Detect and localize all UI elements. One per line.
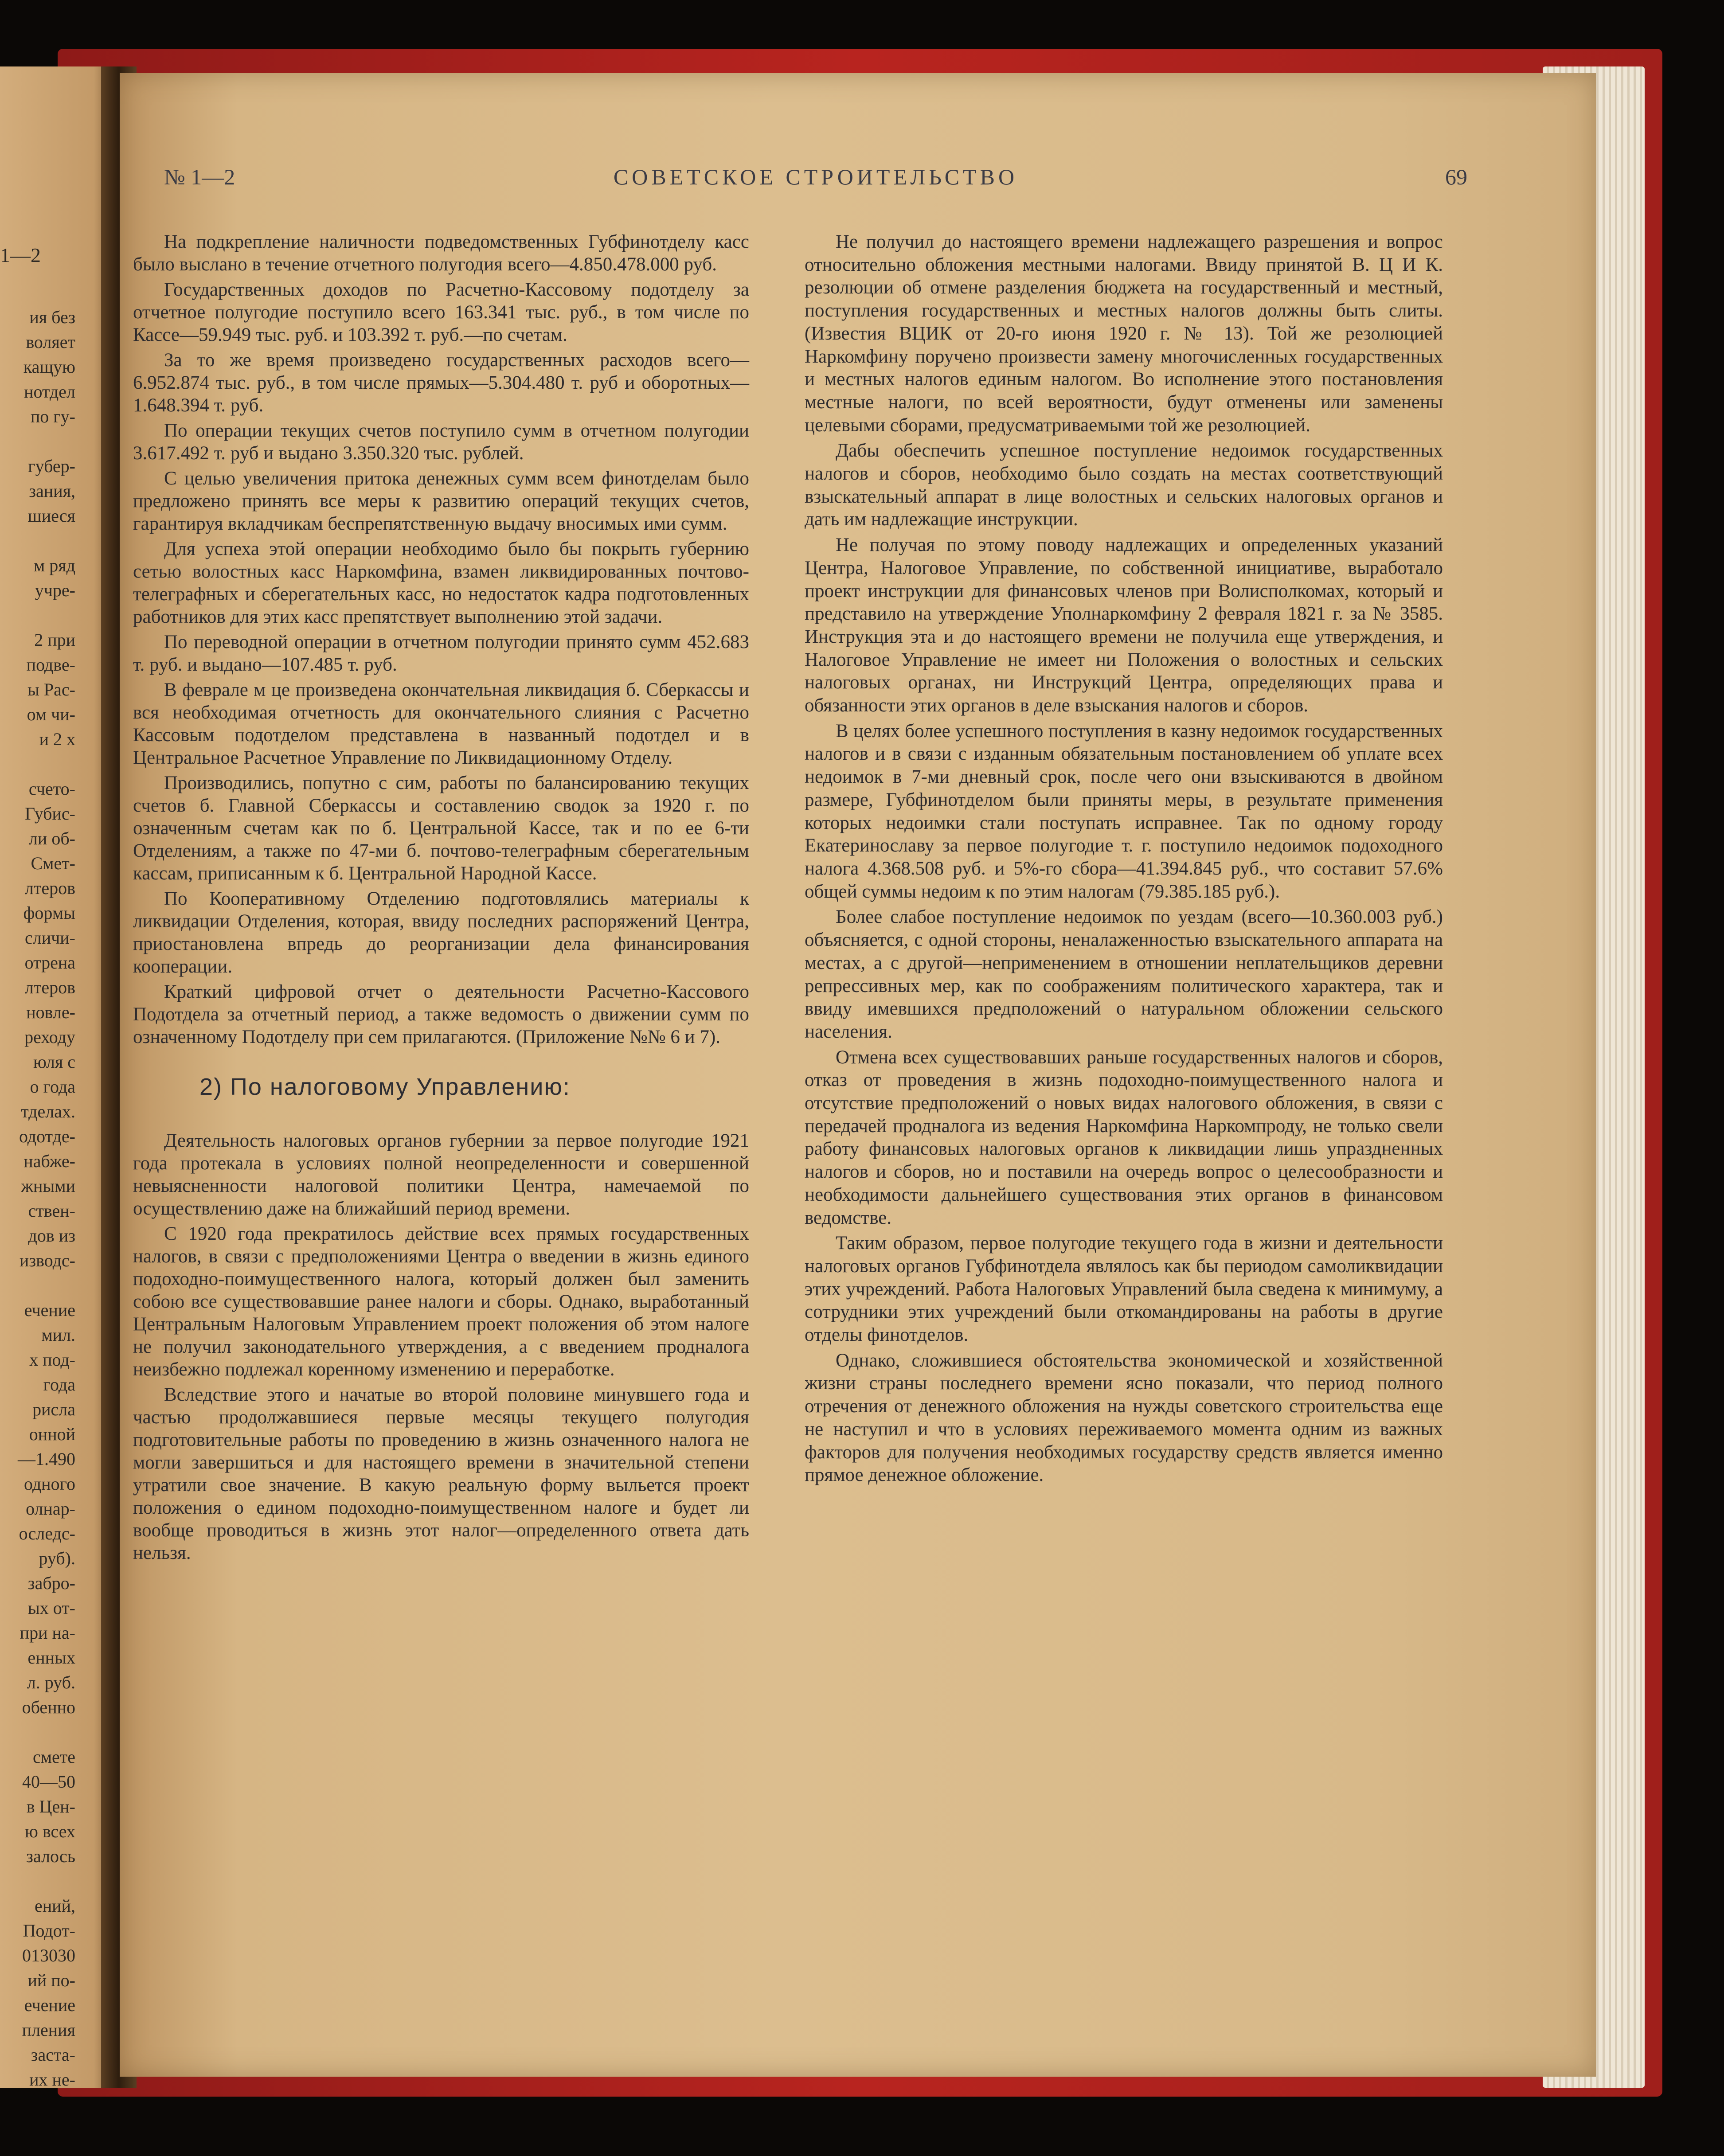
left-page-line: л. руб.	[27, 1672, 75, 1692]
left-page-line: енных	[27, 1648, 75, 1668]
left-page-line: реходу	[24, 1027, 75, 1047]
paragraph: Для успеха этой операции необходимо было бы покрыть губернию сетью волостных касс Наркомфина, взамен ликвидированных почтово-телеграфных и сберегательных касс, но недостаток кадра подготовленных работников для этих касс препятствует выполнению этой задачи.	[133, 539, 749, 627]
paragraph: С целью увеличения притока денежных сумм всем финотделам было предложено принять все меры к развитию операций текущих счетов, гарантируя вкладчикам беспрепятственную выдачу вносимых ими сумм.	[133, 468, 749, 534]
paragraph: Отмена всех существовавших раньше государственных налогов и сборов, отказ от проведения в жизнь подоходно-поимущественного налога и отсутствие предположений о новых видах налогового обложения, в связи с передачей продналога из ведения Наркомфина Наркомпроду, не только свели работу финансовых налоговых органов к ликвидации лишь упраздненных налогов и сборов, но и поставили на очередь вопрос о целесообразности и необходимости дальнейшего существования этих органов в финансовом ведомстве.	[805, 1047, 1443, 1228]
left-page-line	[0, 1721, 75, 1746]
left-column	[133, 230, 749, 1567]
left-page-line: Смет-	[31, 853, 75, 873]
left-page-line: их не-	[29, 2070, 75, 2088]
paragraph: Государственных доходов по Расчетно-Кассовому подотделу за отчетное полугодие поступило всего 163.341 тыс. руб., в том числе по Кассе—59.949 тыс. руб. и 103.392 т. руб.—по счетам.	[133, 279, 749, 345]
left-page-line: новле-	[26, 1002, 75, 1022]
left-page-line: Подот-	[23, 1921, 75, 1941]
left-page-line: рисла	[32, 1399, 75, 1419]
left-page-line: пления	[22, 2020, 75, 2040]
left-page-line: сличи-	[25, 928, 75, 948]
paragraph: Более слабое поступление недоимок по уездам (всего—10.360.003 руб.) объясняется, с одной стороны, неналаженностью взыскательного аппарата на местах, а с другой—неприменением в отношении неплательщиков деревни репрессивных мер, как по соображениям политического характера, так и ввиду имевшихся предположений о натуральном обложении сельского населения.	[805, 906, 1443, 1042]
left-page-line: забро-	[27, 1573, 75, 1593]
paragraph: Вследствие этого и начатые во второй половине минувшего года и частью продолжавшиеся первые месяцы текущего полугодия подготовительные работы по проведению в жизнь означенного налога не могли завершиться и для настоящего времени в значительной степени утратили свое значение. В какую реальную форму выльется проект положения о едином подоходно-поимущественном налоге и будет ли вообще проводиться в жизнь этот налог—определенного ответа дать нельзя.	[133, 1384, 749, 1563]
left-page-line	[0, 604, 75, 629]
paragraph: На подкрепление наличности подведомственных Губфинотделу касс было выслано в течение отчетного полугодия всего—4.850.478.000 руб.	[133, 231, 749, 275]
left-page-line: жными	[21, 1176, 75, 1196]
left-page-line: кащую	[23, 357, 75, 377]
running-header	[164, 164, 1467, 195]
left-page-line: зания,	[29, 481, 75, 501]
left-page-line: Губис-	[25, 804, 75, 824]
paragraph: Однако, сложившиеся обстоятельства экономической и хозяйственной жизни страны последнего времени ясно показали, что период полного отречения от денежного обложения на нужды советского строительства еще не наступил и что в условиях переживаемого момента одним из важных факторов для получения необходимых государству средств является именно прямое денежное обложение.	[805, 1350, 1443, 1486]
left-page-line: ия без	[29, 307, 75, 327]
paragraph: С 1920 года прекратилось действие всех прямых государственных налогов, в связи с предположениями Центра о введении в жизнь единого подоходно-поимущественного налога, который должен был заменить собою все существовавшие ранее налоги и сборы. Однако, выработанный Центральным Налоговым Управлением проект положения об этом налоге не получил законодательного утверждения, а с введением продналога неизбежно подлежал коренному изменению и переработке.	[133, 1223, 749, 1380]
paragraph: Краткий цифровой отчет о деятельности Расчетно-Кассового Подотдела за отчетный период, а также ведомость о движении сумм по означенному Подотделу при сем прилагаются. (Приложение №№ 6 и 7).	[133, 981, 749, 1047]
issue-number: № 1—2	[164, 164, 235, 189]
left-page-line: и 2 х	[39, 729, 75, 749]
paragraph: За то же время произведено государственных расходов всего—6.952.874 тыс. руб., в том числе прямых—5.304.480 т. руб и оборотных—1.648.394 т. руб.	[133, 350, 749, 416]
paragraph: Производились, попутно с сим, работы по балансированию текущих счетов б. Главной Сберкассы и составлению сводок за 1920 г. по означенным счетам как по б. Центральной Кассе, так и по ее 6-ти Отделениям, а также по 47-ми б. почтово-телеграфным сберегательным кассам, приписанным к б. Центральной Народной Кассе.	[133, 773, 749, 884]
left-page-line: отрена	[24, 953, 75, 973]
left-page-line: заста-	[31, 2045, 75, 2065]
left-page-line: подве-	[26, 655, 75, 675]
left-page-line: по гу-	[30, 406, 75, 426]
left-page-line: обенно	[22, 1697, 75, 1717]
left-page-line: воляет	[26, 332, 75, 352]
left-page-line: ом чи-	[27, 704, 75, 724]
left-page-line: ствен-	[28, 1201, 75, 1221]
left-page-line	[0, 430, 75, 455]
left-page-line: онной	[29, 1424, 75, 1444]
left-page-line: лтеров	[24, 977, 75, 997]
left-page-line: при на-	[20, 1623, 75, 1643]
left-page-line	[0, 753, 75, 777]
right-column	[805, 230, 1443, 1489]
left-page-line: набже-	[23, 1151, 75, 1171]
left-page-line: мил.	[41, 1325, 75, 1345]
page-number: 69	[1445, 164, 1467, 189]
left-page-line: тделах.	[21, 1101, 75, 1121]
left-page-line: нотдел	[24, 382, 75, 402]
left-page-line: оследс-	[19, 1523, 75, 1543]
left-page-line: ений,	[35, 1896, 75, 1916]
left-page-line: в Цен-	[26, 1797, 75, 1816]
paragraph: В целях более успешного поступления в казну недоимок государственных налогов и в связи с изданным обязательным постановлением об уплате всех недоимок в 7-ми дневный срок, после чего они взыскиваются в двойном размере, Губфинотделом были приняты меры, в результате применения которых недоимки стали поступать исправнее. Так по одному городу Екатеринославу за первое полугодие т. г. поступило недоимок подоходного налога 4.368.508 руб. и 5%-го сбора—41.394.845 руб., что составит 57.6% общей суммы недоим к по этим налогам (79.385.185 руб.).	[805, 720, 1443, 902]
left-page-line: руб).	[39, 1548, 75, 1568]
left-page-line: ых от-	[27, 1598, 75, 1618]
paragraph: Не получая по этому поводу надлежащих и определенных указаний Центра, Налоговое Управление, по собственной инициативе, выработало проект инструкции для финансовых членов при Волисполкомах, который и представило на утверждение Уполнаркомфину 2 февраля 1821 г. за № 3585. Инструкция эта и до настоящего времени не получила еще утверждения, и Налоговое Управление не имеет ни Положения о волостных и сельских налоговых органах, ни Инструкций Центра, определяющих права и обязанности этих органов в деле взыскания налогов и сборов.	[805, 535, 1443, 716]
left-page-line: 40—50	[22, 1772, 75, 1792]
paragraph: Таким образом, первое полугодие текущего года в жизни и деятельности налоговых органов Губфинотдела являлось как бы периодом самоликвидации этих учреждений. Работа Налоговых Управлений была сведена к минимуму, а сотрудники этих учреждений были откомандированы на работы в другие отделы финотделов.	[805, 1233, 1443, 1346]
left-page-line: 013030	[22, 1945, 75, 1965]
paragraph: В феврале м це произведена окончательная ликвидация б. Сберкассы и вся необходимая отчетность для окончательного слияния с Расчетно Кассовым подотделом представлена в названный подотдел и в Центральное Расчетное Управление по Ликвидационному Отделу.	[133, 680, 749, 768]
left-page-line: ю всех	[24, 1821, 75, 1841]
paragraph: По Кооперативному Отделению подготовлялись материалы к ликвидации Отделения, которая, ввиду последних распоряжений Центра, приостановлена впредь до реорганизации дела финансирования кооперации.	[133, 888, 749, 977]
left-page-line: смете	[32, 1747, 75, 1767]
left-page-line: формы	[23, 903, 75, 923]
left-page-line: ли об-	[28, 828, 75, 848]
left-page-line: счето-	[28, 779, 75, 799]
left-page-line: года	[43, 1375, 75, 1394]
left-page-line	[0, 1870, 75, 1894]
left-page-line	[0, 529, 75, 554]
left-page-line: ечение	[24, 1300, 75, 1320]
left-page-line: —1.490	[18, 1449, 75, 1469]
left-page-lines	[0, 306, 75, 2088]
paragraph: По переводной операции в отчетном полугодии принято сумм 452.683 т. руб. и выдано—107.485 т. руб.	[133, 632, 749, 675]
left-page-line: изводс-	[19, 1250, 75, 1270]
left-page-line: х под-	[29, 1350, 75, 1370]
paragraph: Дабы обеспечить успешное поступление недоимок государственных налогов и сборов, необходимо было создать на местах соответствующий взыскательный аппарат в лице волостных и сельских налоговых органов и дать им надлежащие инструкции.	[805, 440, 1443, 530]
left-page-line: 2 при	[34, 630, 75, 650]
left-page-line: шиеся	[27, 506, 75, 526]
left-page	[0, 66, 117, 2088]
left-page-line: одотде-	[19, 1126, 75, 1146]
journal-title: СОВЕТСКОЕ СТРОИТЕЛЬСТВО	[613, 164, 1018, 189]
paragraph: По операции текущих счетов поступило сумм в отчетном полугодии 3.617.492 т. руб и выдано 3.350.320 тыс. рублей.	[133, 420, 749, 464]
left-page-line: ечение	[24, 1995, 75, 2015]
paragraph: Деятельность налоговых органов губернии за первое полугодие 1921 года протекала в условиях полной неопределенности и совершенной невыясненности налоговой политики Центра, намечаемой по осуществлению даже на ближайший период времени.	[133, 1130, 749, 1219]
left-page-line: лтеров	[24, 878, 75, 898]
left-page-line: залось	[26, 1846, 75, 1866]
left-page-line: олнар-	[26, 1499, 75, 1519]
left-page-line: дов из	[28, 1226, 75, 1246]
left-page-line: губер-	[28, 456, 75, 476]
left-page-line: ий по-	[27, 1970, 75, 1990]
left-page-line: юля с	[33, 1052, 75, 1072]
left-page-line: одного	[23, 1474, 75, 1494]
left-page-line: м ряд	[33, 555, 75, 575]
paragraph: Не получил до настоящего времени надлежащего разрешения и вопрос относительно обложения местными налогами. Ввиду принятой В. Ц И К. резолюции об отмене разделения бюджета на государственный и местный, поступления государственных и местных налогов должны быть слиты. (Известия ВЦИК от 20-го июня 1920 г. № 13). Той же резолюцией Наркомфину поручено произвести замену многочисленных государственных и местных налогов единым налогом. Во исполнение этого постановления местные налоги, по всей вероятности, будут отменены или заменены целевыми сборами, предусматриваемыми той же резолюцией.	[805, 231, 1443, 436]
left-page-line: учре-	[35, 580, 75, 600]
left-page-line: о года	[30, 1077, 75, 1097]
section-heading: 2) По налоговому Управлению:	[199, 1074, 571, 1100]
left-page-issue: 1—2	[0, 244, 41, 266]
left-page-line	[0, 1274, 75, 1299]
left-page-line: ы Рас-	[27, 680, 75, 699]
